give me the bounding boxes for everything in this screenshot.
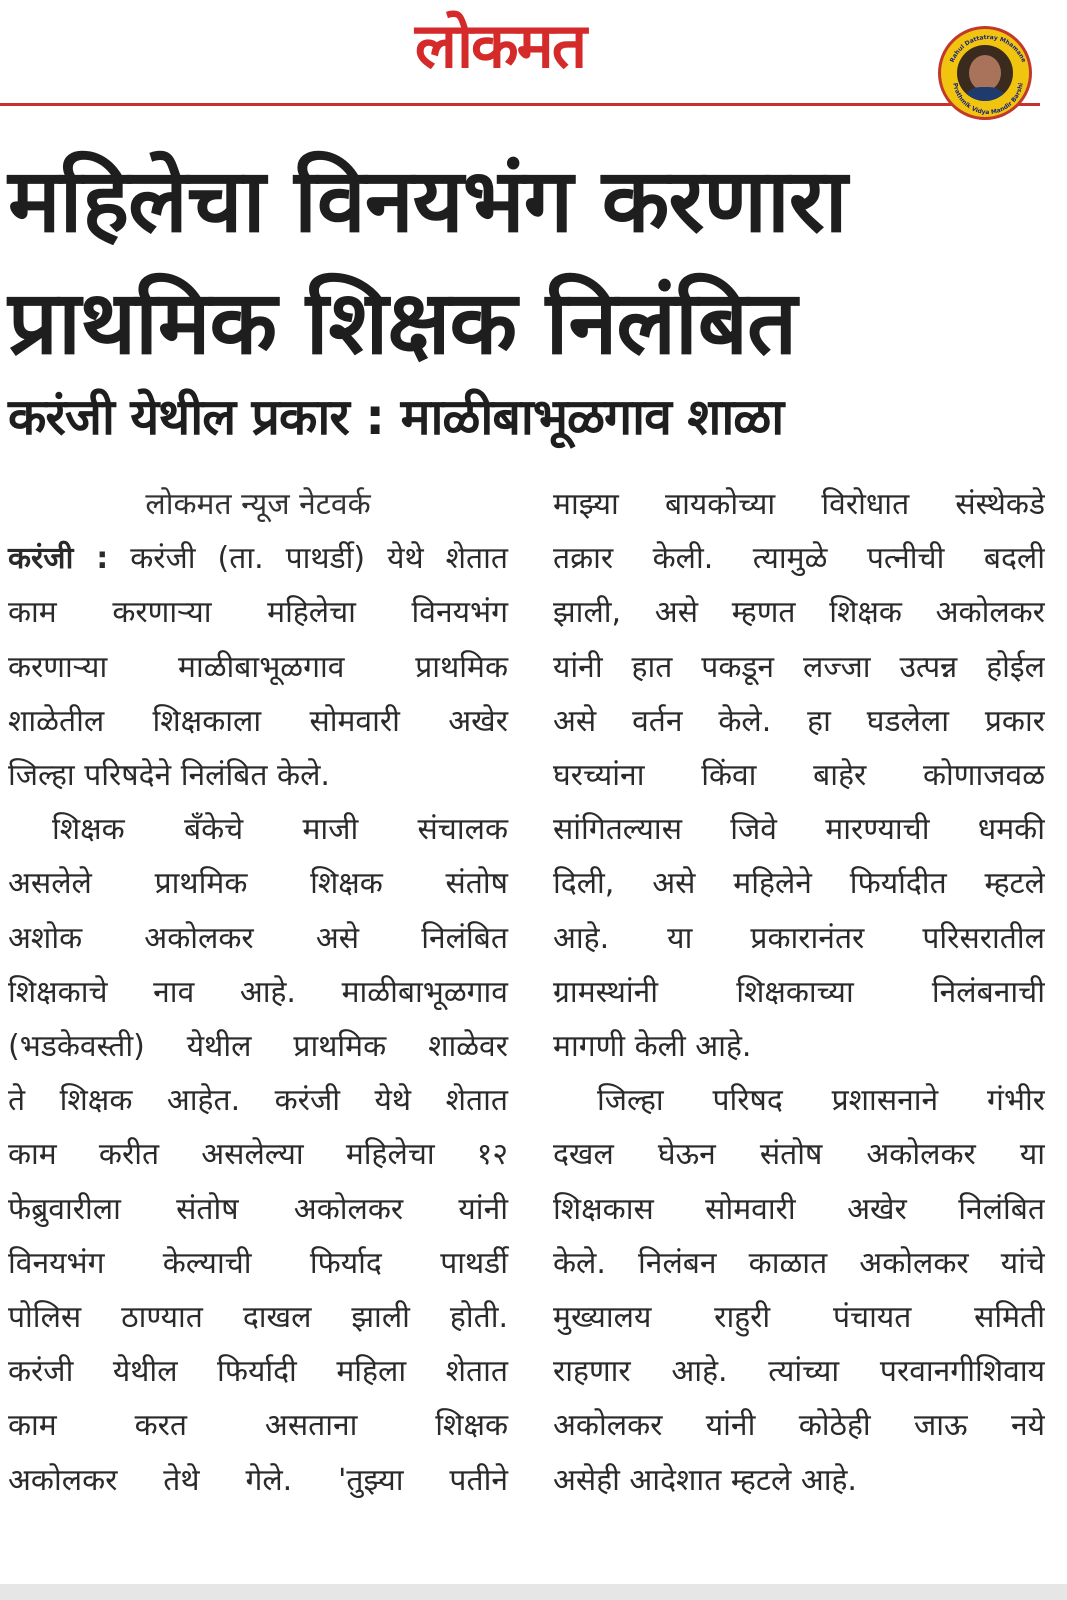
article-line: माझ्या बायकोच्या विरोधात संस्थेकडे — [553, 487, 1045, 522]
article-line: सांगितल्यास जिवे मारण्याची धमकी — [553, 812, 1045, 848]
masthead — [0, 0, 1067, 117]
badge-bottom-text: Prathmik Vidya Mandir Barshi — [951, 82, 1025, 117]
headline — [8, 140, 1048, 384]
article-line: पोलिस ठाण्यात दाखल झाली होती. — [8, 1300, 508, 1336]
article-line: यांनी हात पकडून लज्जा उत्पन्न होईल — [553, 649, 1045, 685]
article-line: केले. निलंबन काळात अकोलकर यांचे — [553, 1245, 1045, 1281]
article-line: शिक्षकास सोमवारी अखेर निलंबित — [553, 1191, 1045, 1227]
article-line: ग्रामस्थांनी शिक्षकाच्या निलंबनाची — [553, 974, 1045, 1010]
article-line — [8, 532, 508, 586]
badge-ring-text — [941, 29, 1035, 123]
article-line: फेब्रुवारीला संतोष अकोलकर यांनी — [8, 1191, 508, 1227]
profile-badge — [938, 26, 1032, 120]
badge-top-text: Rahul Dattatray Mhamane — [948, 33, 1028, 64]
article-line: असे वर्तन केले. हा घडलेला प्रकार — [553, 703, 1045, 739]
article-line: अकोलकर यांनी कोठेही जाऊ नये — [553, 1408, 1045, 1444]
article-line: जिल्हा परिषदेने निलंबित केले. — [8, 758, 330, 794]
svg-text:Rahul Dattatray Mhamane — [949, 34, 1027, 64]
article-line: ते शिक्षक आहेत. करंजी येथे शेतात — [8, 1083, 508, 1119]
article-line: अकोलकर तेथे गेले. 'तुझ्या पतीने — [8, 1462, 508, 1498]
article-line: असेही आदेशात म्हटले आहे. — [553, 1462, 857, 1498]
article-line: मुख्यालय राहुरी पंचायत समिती — [553, 1300, 1045, 1336]
article-line: अशोक अकोलकर असे निलंबित — [8, 920, 508, 956]
byline: लोकमत न्यूज नेटवर्क — [145, 487, 371, 522]
article-line: शिक्षकाचे नाव आहे. माळीबाभूळगाव — [8, 974, 508, 1010]
article-line: काम करत असताना शिक्षक — [8, 1408, 508, 1444]
article-line: करणाऱ्या माळीबाभूळगाव प्राथमिक — [8, 649, 508, 685]
article-column-left — [8, 478, 508, 1508]
article-line: (भडकेवस्ती) येथील प्राथमिक शाळेवर — [8, 1029, 508, 1065]
article-line: शिक्षक बँकेचे माजी संचालक — [52, 812, 508, 848]
svg-text:Prathmik Vidya Mandir Barshi — [951, 82, 1025, 116]
article-column-right — [553, 478, 1045, 1508]
article-line: दिली, असे महिलेने फिर्यादीत म्हटले — [553, 866, 1045, 902]
headline-line-2: प्राथमिक शिक्षक निलंबित — [8, 271, 797, 374]
article-line: शाळेतील शिक्षकाला सोमवारी अखेर — [8, 703, 508, 739]
article-line: तक्रार केली. त्यामुळे पत्नीची बदली — [553, 541, 1045, 577]
article-line: जिल्हा परिषद प्रशासनाने गंभीर — [597, 1083, 1045, 1119]
article-line: असलेले प्राथमिक शिक्षक संतोष — [8, 866, 508, 902]
footer-bar — [0, 1584, 1067, 1600]
masthead-rule — [0, 103, 1040, 106]
newspaper-logo: लोकमत — [414, 9, 586, 82]
article-line: विनयभंग केल्याची फिर्याद पाथर्डी — [8, 1245, 508, 1281]
headline-line-1: महिलेचा विनयभंग करणारा — [8, 149, 847, 252]
article-line: आहे. या प्रकारानंतर परिसरातील — [553, 920, 1045, 956]
article-line: राहणार आहे. त्यांच्या परवानगीशिवाय — [553, 1354, 1045, 1390]
article-line: दखल घेऊन संतोष अकोलकर या — [553, 1137, 1045, 1173]
article-line: करंजी येथील फिर्यादी महिला शेतात — [8, 1354, 508, 1390]
article-line: काम करीत असलेल्या महिलेचा १२ — [8, 1137, 508, 1173]
dateline: करंजी : — [8, 541, 109, 577]
article-line: झाली, असे म्हणत शिक्षक अकोलकर — [553, 595, 1045, 631]
subheadline: करंजी येथील प्रकार : माळीबाभूळगाव शाळा — [8, 388, 784, 446]
article-line: घरच्यांना किंवा बाहेर कोणाजवळ — [553, 758, 1045, 794]
article-line: काम करणाऱ्या महिलेचा विनयभंग — [8, 595, 508, 631]
article-text: करंजी (ता. पाथर्डी) येथे शेतात — [108, 541, 508, 577]
article-line: मागणी केली आहे. — [553, 1029, 752, 1065]
